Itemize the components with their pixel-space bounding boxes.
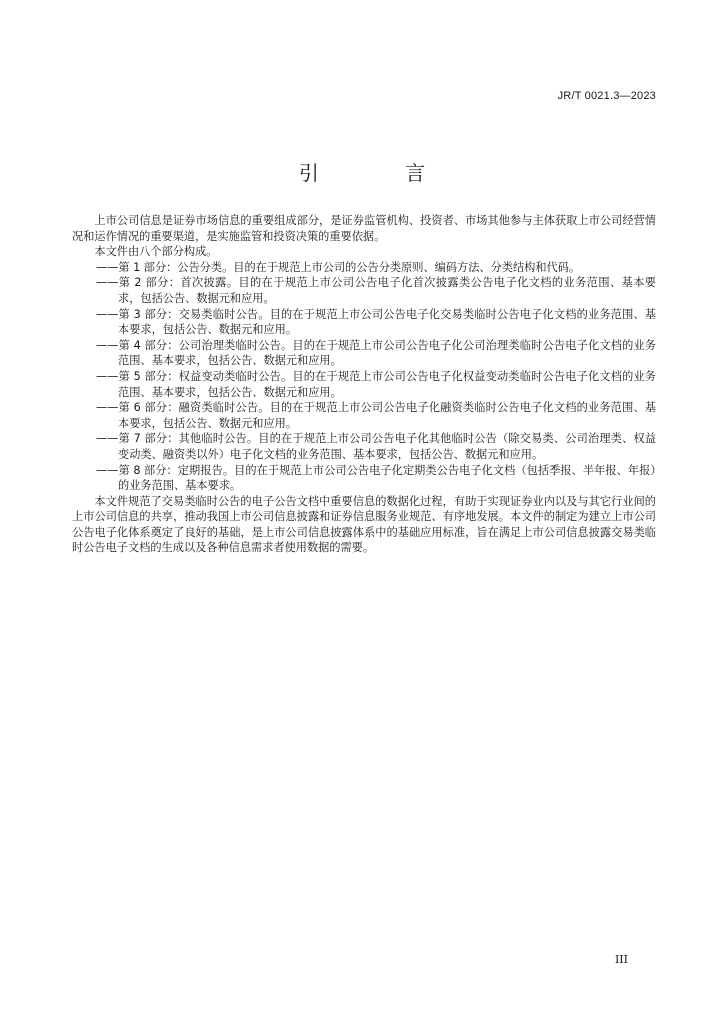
part-item-5: ——第 5 部分：权益变动类临时公告。目的在于规范上市公司公告电子化权益变动类临时公告电子化文档的业务范围、基本要求，包括公告、数据元和应用。: [96, 369, 656, 399]
part-item-2: ——第 2 部分：首次披露。目的在于规范上市公司公告电子化首次披露类公告电子化文档的业务范围、基本要求，包括公告、数据元和应用。: [96, 276, 656, 305]
part-item-8: ——第 8 部分：定期报告。目的在于规范上市公司公告电子化定期类公告电子化文档（包括季报、半年报、年报）的业务范围、基本要求。: [96, 463, 656, 493]
page-title: 引 言: [298, 161, 466, 185]
part-item-7: ——第 7 部分：其他临时公告。目的在于规范上市公司公告电子化其他临时公告（除交易类、公司治理类、权益变动类、融资类以外）电子化文档的业务范围、基本要求，包括公告、数据元和应用。: [96, 432, 656, 461]
intro-paragraph: 上市公司信息是证券市场信息的重要组成部分，是证券监管机构、投资者、市场其他参与主体获取上市公司经营情况和运作情况的重要渠道，是实施监管和投资决策的重要依据。: [72, 214, 656, 243]
part-item-4: ——第 4 部分：公司治理类临时公告。目的在于规范上市公司公告电子化公司治理类临时公告电子化文档的业务范围、基本要求，包括公告、数据元和应用。: [96, 338, 656, 368]
document-body: [72, 213, 656, 556]
closing-paragraph: 本文件规范了交易类临时公告的电子公告文档中重要信息的数据化过程，有助于实现证券业内以及与其它行业间的上市公司信息的共享，推动我国上市公司信息披露和证券信息服务业规范、有序地发展。本文件的制定为建立上市公司公告电子化体系奠定了良好的基础，是上市公司信息披露体系中的基础应用标准，旨在满足上市公司信息披露交易类临时公告电子文档的生成以及各种信息需求者使用数据的需要。: [72, 494, 656, 555]
part-item-6: ——第 6 部分：融资类临时公告。目的在于规范上市公司公告电子化融资类临时公告电子化文档的业务范围、基本要求，包括公告、数据元和应用。: [96, 401, 656, 430]
part-item-1: ——第 1 部分：公告分类。目的在于规范上市公司的公告分类原则、编码方法、分类结构和代码。: [96, 260, 581, 274]
page-number: III: [614, 953, 628, 966]
part-item-3: ——第 3 部分：交易类临时公告。目的在于规范上市公司公告电子化交易类临时公告电子化文档的业务范围、基本要求，包括公告、数据元和应用。: [96, 307, 656, 337]
standard-code: JR/T 0021.3—2023: [557, 90, 656, 102]
structure-paragraph: 本文件由八个部分构成。: [94, 245, 218, 259]
